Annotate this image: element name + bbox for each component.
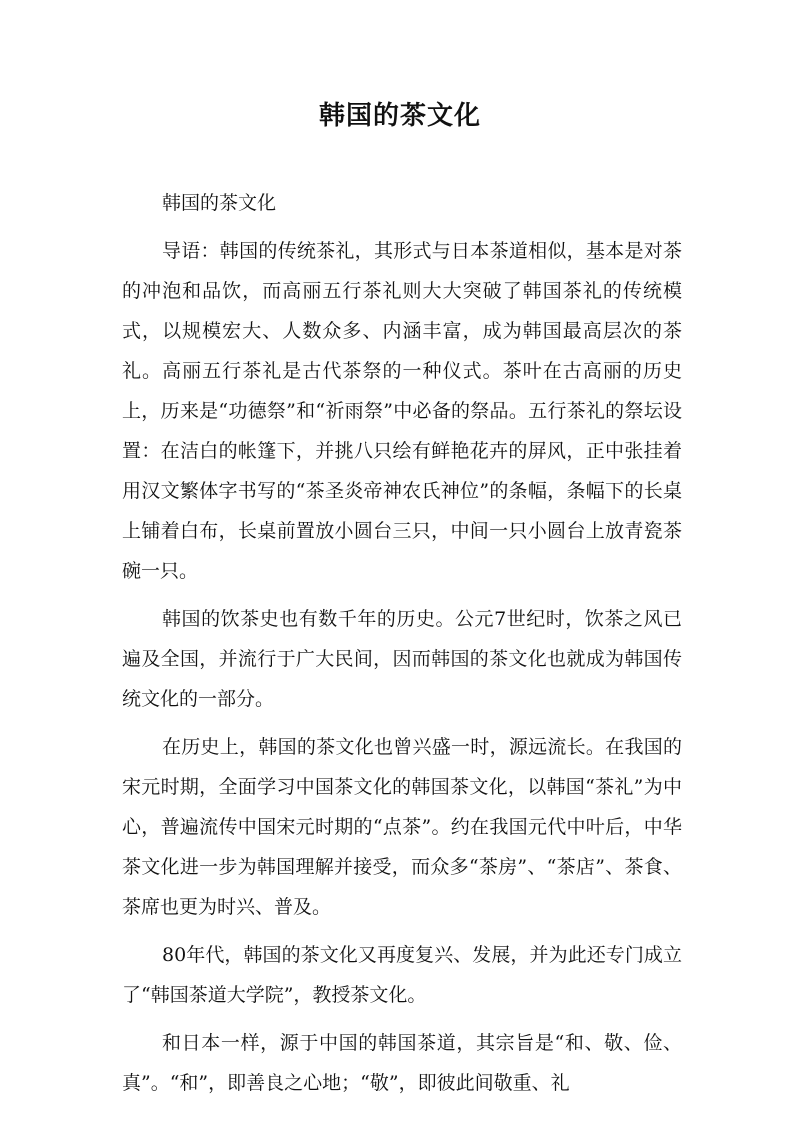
paragraph-intro: 导语：韩国的传统茶礼，其形式与日本茶道相似，基本是对茶的冲泡和品饮，而高丽五行茶礼则大大突破了韩国茶礼的传统模式，以规模宏大、人数众多、内涵丰富，成为韩国最高层次的茶礼。高丽五行茶礼是古代茶祭的一种仪式。茶叶在古高丽的历史上，历来是“功德祭”和“祈雨祭”中必备的祭品。五行茶礼的祭坛设置：在洁白的帐篷下，并挑八只绘有鲜艳花卉的屏风，正中张挂着用汉文繁体字书写的“茶圣炎帝神农氏神位”的条幅，条幅下的长桌上铺着白布，长桌前置放小圆台三只，中间一只小圆台上放青瓷茶碗一只。 bbox=[122, 240, 682, 582]
paragraph-tenets: 和日本一样，源于中国的韩国茶道，其宗旨是“和、敬、俭、真”。“和”，即善良之心地；“敬”，即彼此间敬重、礼 bbox=[122, 1032, 682, 1094]
paragraph-history: 韩国的饮茶史也有数千年的历史。公元7世纪时，饮茶之风已遍及全国，并流行于广大民间，因而韩国的茶文化也就成为韩国传统文化的一部分。 bbox=[122, 608, 682, 710]
document-title: 韩国的茶文化 bbox=[318, 101, 481, 131]
paragraph-revival: 80年代，韩国的茶文化又再度复兴、发展，并为此还专门成立了“韩国茶道大学院”，教授茶文化。 bbox=[122, 944, 682, 1006]
paragraph-song-yuan: 在历史上，韩国的茶文化也曾兴盛一时，源远流长。在我国的宋元时期，全面学习中国茶文化的韩国茶文化，以韩国“茶礼”为中心，普遍流传中国宋元时期的“点茶”。约在我国元代中叶后，中华茶文化进一步为韩国理解并接受，而众多“茶房”、“茶店”、茶食、茶席也更为时兴、普及。 bbox=[122, 736, 682, 918]
paragraph-heading: 韩国的茶文化 bbox=[162, 192, 277, 214]
document-body bbox=[122, 183, 682, 1111]
